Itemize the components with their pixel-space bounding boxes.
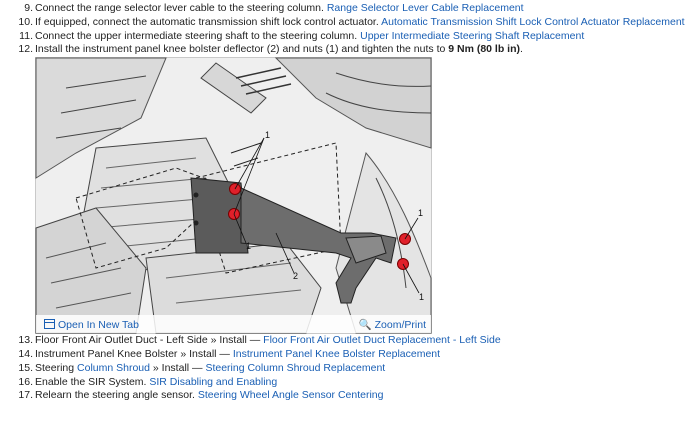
- step-number: 14.: [18, 348, 33, 360]
- column-shroud-link[interactable]: Column Shroud: [77, 362, 150, 374]
- step-number: 16.: [18, 376, 33, 388]
- step-text: Connect the upper intermediate steering shaft to the steering column.: [35, 30, 361, 42]
- open-in-new-tab-button[interactable]: [44, 318, 139, 331]
- open-in-new-tab-label: Open In New Tab: [58, 319, 139, 331]
- step-text: Instrument Panel Knee Bolster » Install —: [35, 348, 233, 360]
- step-number: 13.: [18, 334, 33, 346]
- callout-1b: 1: [246, 241, 252, 251]
- intermediate-shaft-link[interactable]: Upper Intermediate Steering Shaft Replacement: [360, 30, 585, 42]
- step-17: [0, 388, 383, 402]
- range-selector-link[interactable]: Range Selector Lever Cable Replacement: [326, 2, 524, 14]
- step-text-end: .: [520, 43, 523, 55]
- step-12: [0, 42, 523, 56]
- zoom-print-button[interactable]: [359, 318, 426, 331]
- step-number: 10.: [18, 16, 33, 28]
- step-14: [0, 347, 440, 361]
- zoom-print-label: Zoom/Print: [374, 319, 426, 331]
- sir-disabling-link[interactable]: SIR Disabling and Enabling: [149, 376, 278, 388]
- step-15: [0, 361, 385, 375]
- step-number: 15.: [18, 362, 33, 374]
- callout-1a: 1: [265, 130, 271, 140]
- step-text: Floor Front Air Outlet Duct - Left Side » Install —: [35, 334, 264, 346]
- air-outlet-duct-link[interactable]: Floor Front Air Outlet Duct Replacement - Left Side: [263, 334, 501, 346]
- step-text: » Install —: [150, 362, 206, 374]
- knee-bolster-link[interactable]: Instrument Panel Knee Bolster Replacement: [232, 348, 441, 360]
- new-tab-icon: [44, 319, 55, 329]
- step-13: [0, 333, 501, 347]
- shift-lock-actuator-link[interactable]: Automatic Transmission Shift Lock Control Actuator Replacement: [381, 16, 685, 28]
- step-text-prefix: Steering: [35, 362, 78, 374]
- step-number: 17.: [18, 389, 33, 401]
- step-text: Relearn the steering angle sensor.: [35, 389, 198, 401]
- callout-1c: 1: [418, 208, 424, 218]
- step-text: Enable the SIR System.: [35, 376, 150, 388]
- figure-toolbar: [36, 315, 431, 333]
- illustration-drawing: [36, 58, 431, 333]
- step-number: 11.: [19, 30, 33, 42]
- callout-1d: 1: [419, 292, 425, 302]
- step-10: [0, 15, 685, 29]
- magnifier-icon: 🔍: [358, 319, 372, 331]
- knee-bolster-illustration: [35, 57, 432, 334]
- torque-spec: 9 Nm (80 lb in): [448, 43, 521, 55]
- step-text: If equipped, connect the automatic transmission shift lock control actuator.: [35, 16, 382, 28]
- step-text: Install the instrument panel knee bolster deflector (2) and nuts (1) and tighten the nuts to: [35, 43, 449, 55]
- step-16: [0, 375, 277, 389]
- step-11: [0, 29, 584, 43]
- step-number: 9.: [24, 2, 33, 14]
- steering-angle-sensor-link[interactable]: Steering Wheel Angle Sensor Centering: [197, 389, 384, 401]
- column-shroud-replacement-link[interactable]: Steering Column Shroud Replacement: [205, 362, 386, 374]
- step-text: Connect the range selector lever cable to the steering column.: [35, 2, 327, 14]
- step-number: 12.: [18, 43, 33, 55]
- step-9: [0, 1, 524, 15]
- callout-2: 2: [293, 271, 299, 281]
